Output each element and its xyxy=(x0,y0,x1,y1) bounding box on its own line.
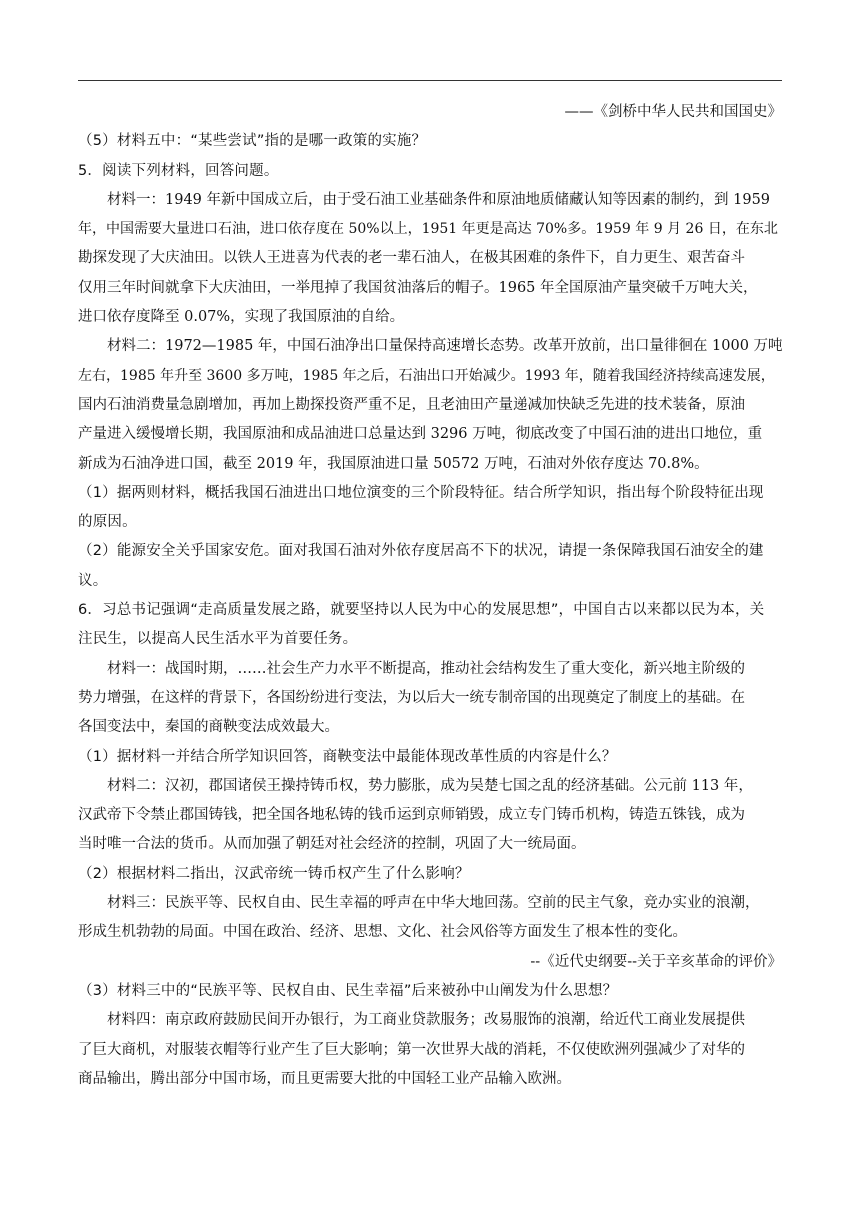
text-line: 产量进入缓慢增长期，我国原油和成品油进口总量达到 3296 万吨，彻底改变了中国石油的进出口地位，重 xyxy=(78,426,763,443)
text-line: 议。 xyxy=(78,572,108,589)
item-6-question-3: （3）材料三中的“民族平等、民权自由、民生幸福”后来被孙中山阐发为什么思想？ xyxy=(78,982,618,999)
text-line: 进口依存度降至 0.07%，实现了我国原油的自给。 xyxy=(78,309,405,326)
text-line: 年，中国需要大量进口石油，进口依存度在 50%以上，1951 年更是高达 70%多。1959 年 9 月 26 日，在东北 xyxy=(78,221,778,238)
item-5-intro: 5．阅读下列材料，回答问题。 xyxy=(78,162,279,179)
text-line: 仅用三年时间就拿下大庆油田，一举甩掉了我国贫油落后的帽子。1965 年全国原油产量突破千万吨大关， xyxy=(78,279,758,296)
item-5-question-1 xyxy=(78,479,782,538)
text-line: 商品输出，腾出部分中国市场，而且更需要大批的中国轻工业产品输入欧洲。 xyxy=(78,1070,571,1087)
text-line: 形成生机勃勃的局面。中国在政治、经济、思想、文化、社会风俗等方面发生了根本性的变化。 xyxy=(78,924,687,941)
text-line: 材料二：汉初，郡国诸侯王操持铸币权，势力膨胀，成为吴楚七国之乱的经济基础。公元前 113 年， xyxy=(107,777,753,794)
text-line: 当时唯一合法的货币。从而加强了朝廷对社会经济的控制，巩固了大一统局面。 xyxy=(78,836,586,853)
text-line: 左右，1985 年升至 3600 多万吨，1985 年之后，石油出口开始减少。1993 年，随着我国经济持续高速发展， xyxy=(78,367,775,384)
item-6-intro xyxy=(78,596,782,655)
text-line: 6．习总书记强调“走高质量发展之路，就要坚持以人民为中心的发展思想”，中国自古以来都以民为本，关 xyxy=(78,602,765,619)
text-line: （2）能源安全关乎国家安危。面对我国石油对外依存度居高不下的状况，请提一条保障我国石油安全的建 xyxy=(78,543,764,560)
question-5-5: （5）材料五中：“某些尝试”指的是哪一政策的实施？ xyxy=(78,133,427,150)
item-5-question-2 xyxy=(78,537,782,596)
material-3-source: --《近代史纲要--关于辛亥革命的评价》 xyxy=(530,953,782,970)
text-line: 新成为石油净进口国，截至 2019 年，我国原油进口量 50572 万吨，石油对外依存度达 70.8%。 xyxy=(78,455,709,472)
text-line: 国内石油消费量急剧增加，再加上勘探投资严重不足，且老油田产量递减加快缺乏先进的技术装备，原油 xyxy=(78,396,745,413)
text-line: 各国变法中，秦国的商鞅变法成效最大。 xyxy=(78,719,339,736)
text-line: 勘探发现了大庆油田。以铁人王进喜为代表的老一辈石油人，在极其困难的条件下，自力更生、艰苦奋斗 xyxy=(78,250,745,267)
item-6-material-2 xyxy=(78,772,782,860)
item-6-question-2: （2）根据材料二指出，汉武帝统一铸币权产生了什么影响？ xyxy=(78,865,470,882)
item-5-material-1 xyxy=(78,186,782,332)
text-line: 的原因。 xyxy=(78,514,137,531)
source-citation: ——《剑桥中华人民共和国国史》 xyxy=(564,104,782,120)
text-line: 汉武帝下令禁止郡国铸钱，把全国各地私铸的钱币运到京师销毁，成立专门铸币机构，铸造五铢钱，成为 xyxy=(78,807,745,824)
text-line: 材料四：南京政府鼓励民间开办银行，为工商业贷款服务；改易服饰的浪潮，给近代工商业发展提供 xyxy=(107,1012,745,1029)
item-6-question-1: （1）据材料一并结合所学知识回答，商鞅变法中最能体现改革性质的内容是什么？ xyxy=(78,748,617,765)
text-line: （1）据两则材料，概括我国石油进出口地位演变的三个阶段特征。结合所学知识，指出每个阶段特征出现 xyxy=(78,484,764,501)
text-line: 材料一：1949 年新中国成立后，由于受石油工业基础条件和原油地质储藏认知等因素的制约，到 1959 xyxy=(107,191,771,208)
text-line: 势力增强，在这样的背景下，各国纷纷进行变法，为以后大一统专制帝国的出现奠定了制度上的基础。在 xyxy=(78,689,745,706)
item-6-material-1 xyxy=(78,655,782,743)
text-line: 材料一：战国时期，……社会生产力水平不断提高，推动社会结构发生了重大变化，新兴地主阶级的 xyxy=(107,660,745,677)
header-rule xyxy=(78,80,782,81)
item-6-material-4 xyxy=(78,1006,782,1094)
document-body xyxy=(78,98,782,1094)
text-line: 了巨大商机，对服装衣帽等行业产生了巨大影响；第一次世界大战的消耗，不仅使欧洲列强减少了对华的 xyxy=(78,1041,745,1058)
item-6-material-3 xyxy=(78,889,782,948)
text-line: 注民生，以提高人民生活水平为首要任务。 xyxy=(78,631,358,648)
item-5-material-2 xyxy=(78,332,782,478)
text-line: 材料二：1972—1985 年，中国石油净出口量保持高速增长态势。改革开放前，出口量徘徊在 1000 万吨 xyxy=(107,338,783,355)
text-line: 材料三：民族平等、民权自由、民生幸福的呼声在中华大地回荡。空前的民主气象，竞办实业的浪潮， xyxy=(107,895,760,912)
